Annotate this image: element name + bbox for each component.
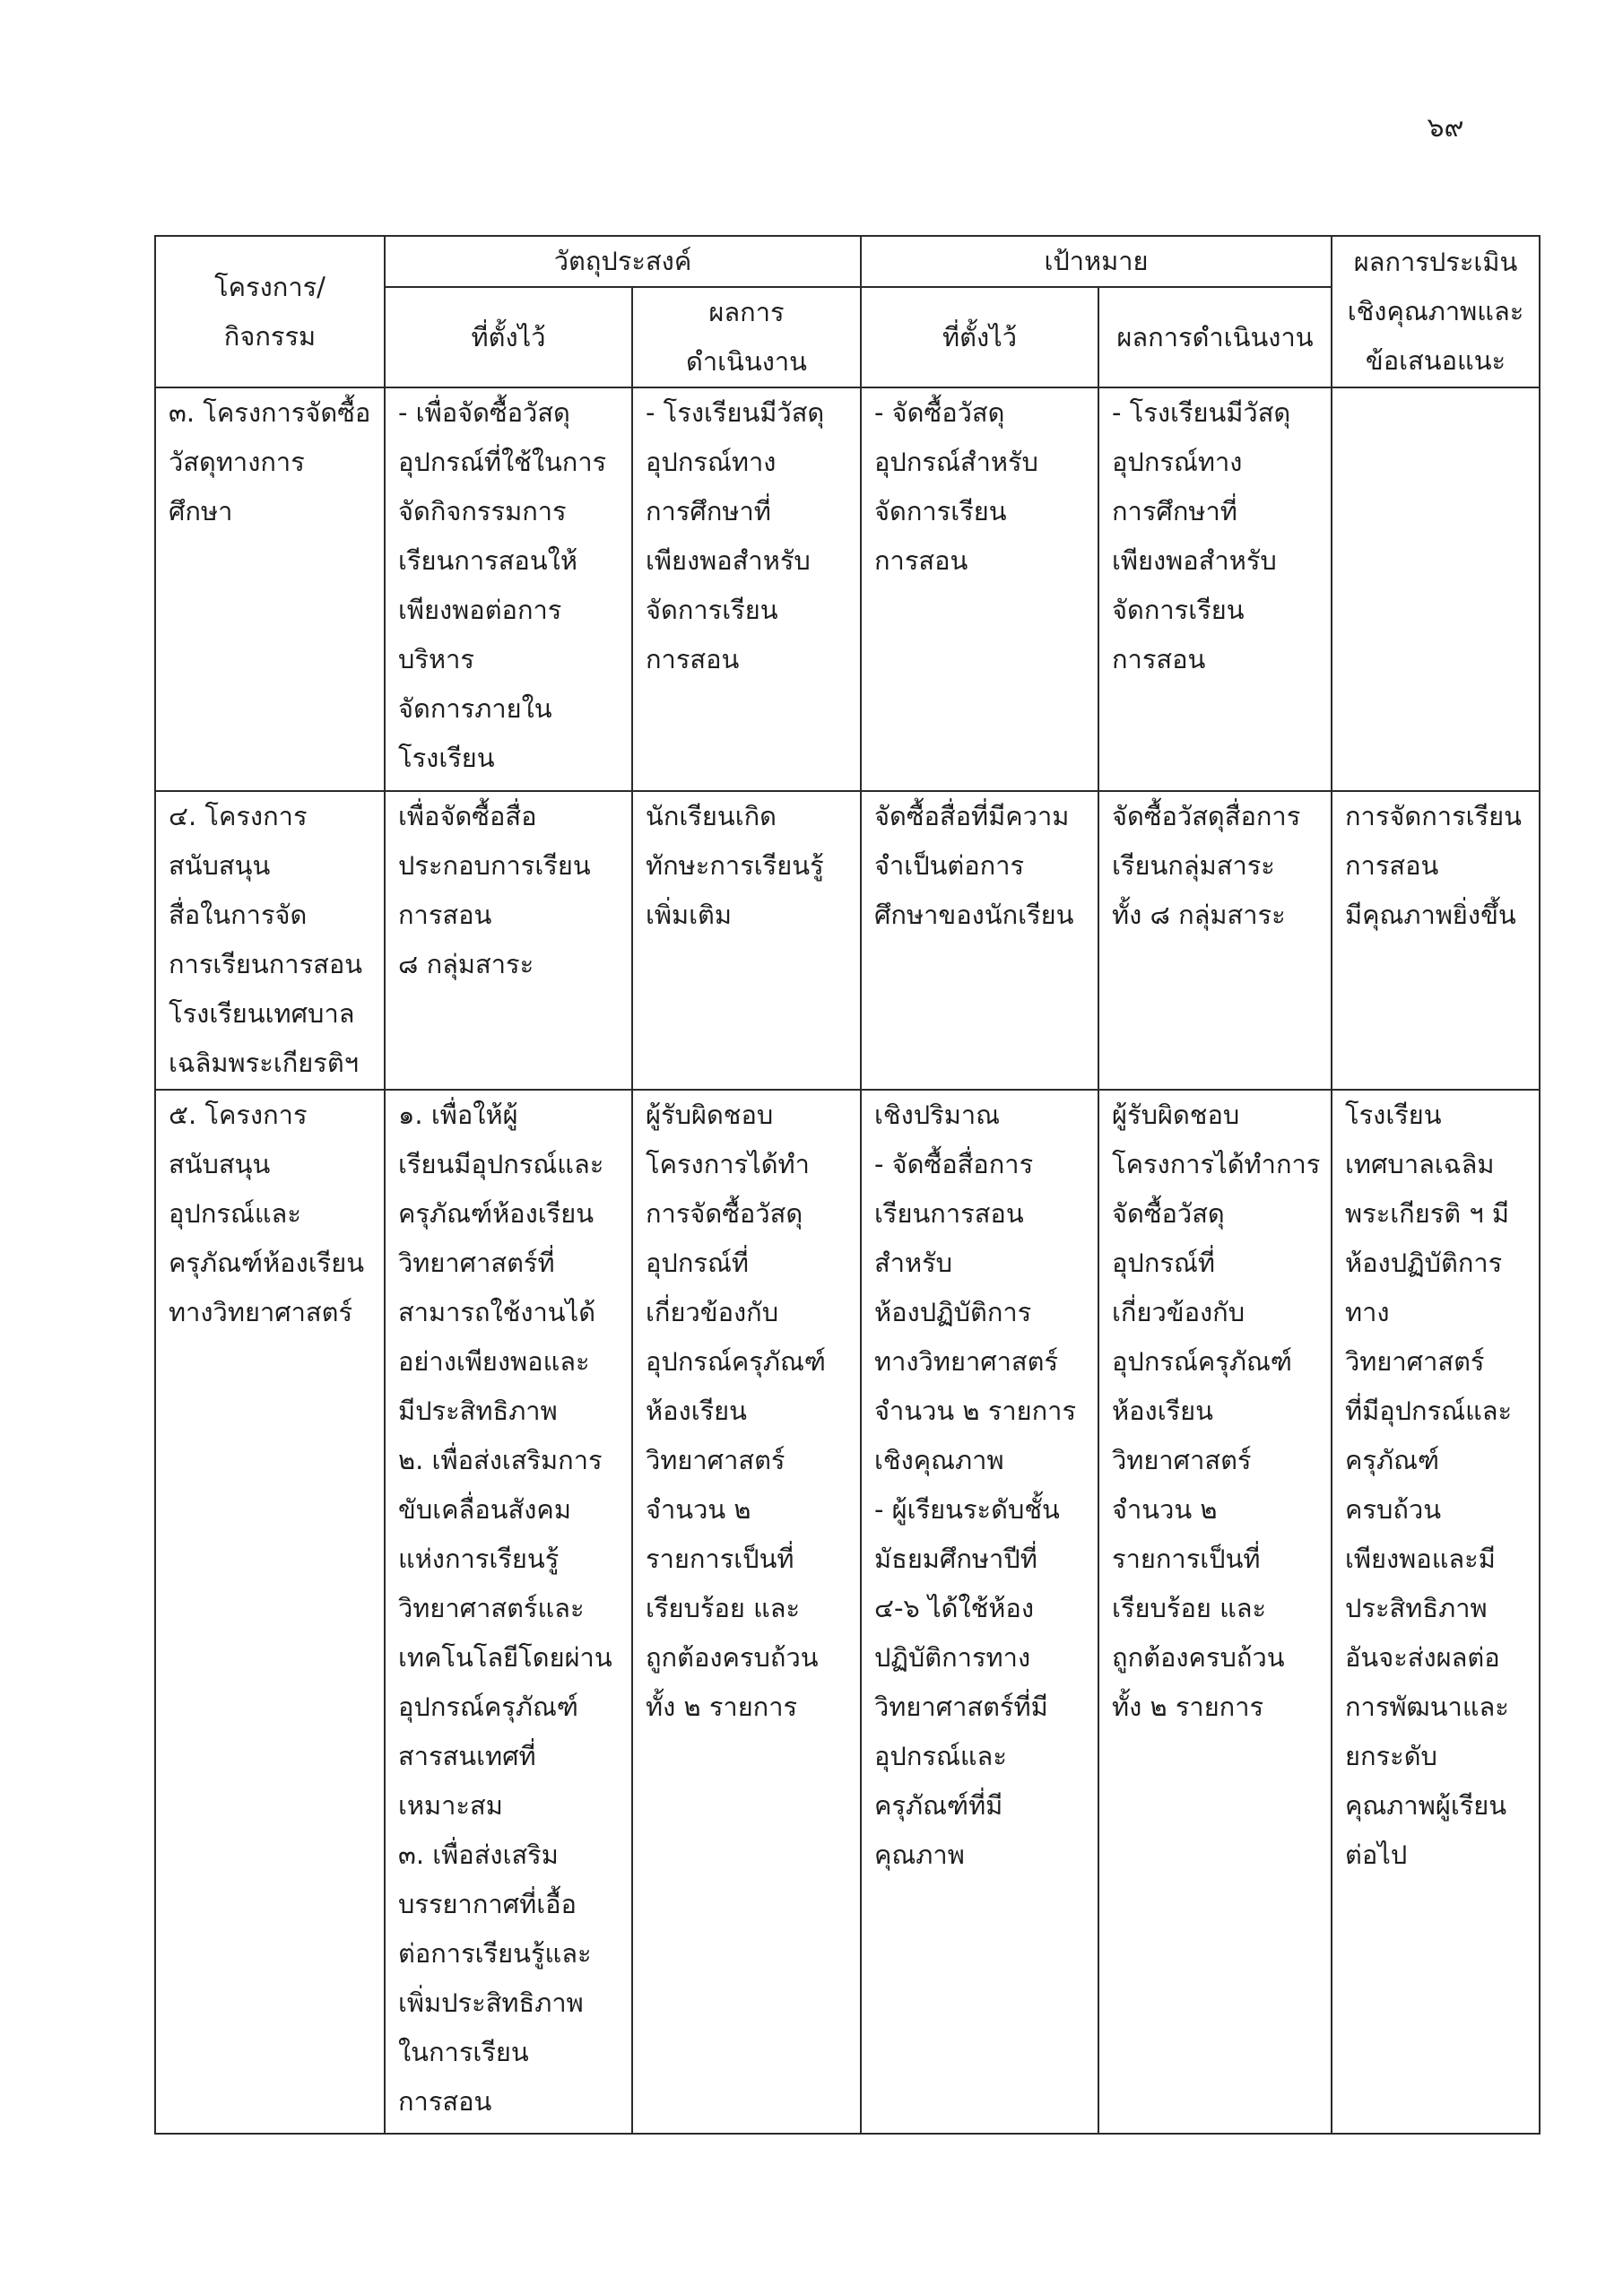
header-target-result: ผลการดำเนินงาน (1098, 287, 1332, 387)
cell-text-line: อุปกรณ์ที่ (646, 1248, 749, 1278)
cell-text-line: อุปกรณ์ที่ (1112, 1248, 1215, 1278)
cell-objective-result (632, 1090, 861, 2134)
cell-text-line: กิจกรรม (223, 320, 317, 352)
cell-text-line: เชิงคุณภาพและ (1347, 296, 1524, 326)
cell-text-line: เหมาะสม (398, 1790, 503, 1821)
cell-text-line: - เพื่อจัดซื้อวัสดุ (398, 397, 570, 428)
cell-text-line: เพิ่มประสิทธิภาพ (398, 1987, 584, 2018)
cell-target-result (1098, 1090, 1332, 2134)
cell-text-line: - จัดซื้อสื่อการ (874, 1149, 1034, 1179)
cell-evaluation (1332, 1090, 1540, 2134)
cell-text-line: ผลการประเมิน (1353, 247, 1518, 277)
cell-text-line: ห้องเรียน (1112, 1396, 1213, 1426)
cell-text-line: บรรยากาศที่เอื้อ (398, 1889, 577, 1919)
cell-text-line: มัธยมศึกษาปีที่ (874, 1544, 1037, 1574)
cell-objective-set (385, 791, 632, 1090)
cell-text-line: วิทยาศาสตร์และ (398, 1593, 585, 1623)
cell-text-line: เพิ่มเติม (646, 900, 733, 930)
cell-text-line: โครงการได้ทำการ (1112, 1149, 1321, 1179)
cell-target-result (1098, 791, 1332, 1090)
cell-text-line: การพัฒนาและ (1345, 1692, 1509, 1722)
cell-text-line: วิทยาศาสตร์ที่มี (874, 1692, 1048, 1722)
cell-text-line: อุปกรณ์และ (169, 1198, 301, 1229)
cell-text-line: สำหรับ (874, 1248, 953, 1278)
cell-text-line: - โรงเรียนมีวัสดุ (1112, 397, 1291, 428)
cell-text-line: โรงเรียนเทศบาล (169, 998, 355, 1029)
cell-text-line: จัดซื้อวัสดุสื่อการ (1112, 801, 1301, 831)
cell-text-line: ถูกต้องครบถ้วน (1112, 1642, 1285, 1673)
cell-text-line: เรียนกลุ่มสาระ (1112, 850, 1275, 881)
page-number: ๖๙ (1427, 112, 1464, 144)
cell-text-line: จำนวน ๒ (646, 1494, 751, 1525)
cell-text-line: เพียงพอสำหรับ (1112, 545, 1277, 576)
cell-text-line: ถูกต้องครบถ้วน (646, 1642, 819, 1673)
cell-project (155, 791, 385, 1090)
cell-text-line: อุปกรณ์และ (874, 1741, 1007, 1771)
cell-text-line: พระเกียรติ ฯ มี (1345, 1198, 1509, 1229)
cell-text-line: การศึกษาที่ (646, 496, 771, 526)
cell-text-line: การสอน (398, 900, 492, 930)
cell-text-line: เพื่อจัดซื้อสื่อ (398, 801, 537, 831)
cell-text-line: อุปกรณ์ครุภัณฑ์ (398, 1692, 578, 1722)
cell-project (155, 1090, 385, 2134)
cell-text-line: อุปกรณ์ทาง (646, 447, 777, 477)
table-row (155, 387, 1540, 791)
cell-text-line: อันจะส่งผลต่อ (1345, 1642, 1500, 1673)
header-row-1 (155, 236, 1540, 287)
cell-text-line: การสอน (1345, 850, 1439, 881)
cell-text-line: เรียนมีอุปกรณ์และ (398, 1149, 604, 1179)
cell-text-line: ประสิทธิภาพ (1345, 1593, 1488, 1623)
cell-text-line: วัสดุทางการ (169, 447, 305, 477)
cell-text-line: ครุภัณฑ์ห้องเรียน (398, 1198, 595, 1229)
cell-text-line: สนับสนุน (169, 1149, 271, 1179)
cell-text-line: โครงการได้ทำ (646, 1149, 810, 1179)
cell-text-line: ครุภัณฑ์ (1345, 1445, 1440, 1475)
cell-text-line: ๒. เพื่อส่งเสริมการ (398, 1445, 603, 1475)
cell-text-line: วิทยาศาสตร์ (1345, 1346, 1485, 1377)
cell-objective-result (632, 791, 861, 1090)
cell-text-line: จำนวน ๒ (1112, 1494, 1218, 1525)
cell-text-line: ๔. โครงการ (169, 801, 308, 831)
cell-text-line: เชิงปริมาณ (874, 1100, 1001, 1130)
cell-objective-result (632, 387, 861, 791)
cell-text-line: เพียงพอสำหรับ (646, 545, 811, 576)
cell-text-line: รายการเป็นที่ (1112, 1544, 1261, 1574)
cell-text-line: สามารถใช้งานได้ (398, 1297, 596, 1327)
cell-text-line: อุปกรณ์ครุภัณฑ์ (646, 1346, 826, 1377)
cell-target-set (861, 791, 1098, 1090)
cell-text-line: เกี่ยวข้องกับ (646, 1297, 779, 1327)
header-target-set: ที่ตั้งไว้ (861, 287, 1098, 387)
cell-target-set (861, 387, 1098, 791)
cell-text-line: - จัดซื้อวัสดุ (874, 397, 1005, 428)
cell-text-line: เทศบาลเฉลิม (1345, 1149, 1495, 1179)
cell-text-line: ทั้ง ๒ รายการ (646, 1692, 798, 1722)
cell-text-line: มีประสิทธิภาพ (398, 1396, 558, 1426)
cell-text-line: ดำเนินงาน (686, 346, 807, 377)
cell-text-line: ๓. เพื่อส่งเสริม (398, 1839, 559, 1870)
cell-text-line: ต่อการเรียนรู้และ (398, 1938, 592, 1969)
cell-text-line: ผู้รับผิดชอบ (646, 1100, 774, 1130)
cell-text-line: รายการเป็นที่ (646, 1544, 794, 1574)
cell-text-line: โรงเรียน (1345, 1100, 1442, 1130)
cell-text-line: จัดการเรียน (874, 496, 1007, 526)
header-project (155, 236, 385, 387)
cell-text-line: ทั้ง ๒ รายการ (1112, 1692, 1264, 1722)
cell-text-line: อุปกรณ์ที่ใช้ในการ (398, 447, 607, 477)
cell-text-line: ทางวิทยาศาสตร์ (169, 1297, 353, 1327)
header-objective-set: ที่ตั้งไว้ (385, 287, 632, 387)
cell-text-line: โรงเรียน (398, 743, 495, 773)
cell-text-line: ข้อเสนอแนะ (1365, 345, 1506, 376)
table-row (155, 1090, 1540, 2134)
cell-text-line: ครบถ้วน (1345, 1494, 1442, 1525)
cell-objective-set (385, 387, 632, 791)
cell-target-result (1098, 387, 1332, 791)
cell-text-line: การเรียนการสอน (169, 949, 363, 979)
header-evaluation (1332, 236, 1540, 387)
cell-text-line: เรียบร้อย และ (1112, 1593, 1267, 1623)
cell-text-line: การสอน (398, 2086, 492, 2117)
cell-text-line: ปฏิบัติการทาง (874, 1642, 1031, 1673)
cell-text-line: ที่มีอุปกรณ์และ (1345, 1396, 1513, 1426)
cell-text-line: เกี่ยวข้องกับ (1112, 1297, 1245, 1327)
cell-evaluation (1332, 387, 1540, 791)
cell-text-line: จัดซื้อวัสดุ (1112, 1198, 1225, 1229)
cell-text-line: การจัดการเรียน (1345, 801, 1522, 831)
cell-text-line: ทางวิทยาศาสตร์ (874, 1346, 1059, 1377)
cell-text-line: โครงการ/ (214, 271, 325, 302)
cell-text-line: การศึกษาที่ (1112, 496, 1237, 526)
cell-target-set (861, 1090, 1098, 2134)
cell-text-line: วิทยาศาสตร์ที่ (398, 1248, 555, 1278)
cell-text-line: นักเรียนเกิด (646, 801, 777, 831)
cell-text-line: เรียนการสอนให้ (398, 545, 577, 576)
cell-text-line: ๘ กลุ่มสาระ (398, 949, 534, 979)
cell-text-line: จัดการภายใน (398, 693, 552, 724)
cell-text-line: ยกระดับ (1345, 1741, 1437, 1771)
cell-text-line: ห้องปฏิบัติการ (874, 1297, 1032, 1327)
cell-text-line: การสอน (1112, 644, 1206, 674)
cell-text-line: อุปกรณ์สำหรับ (874, 447, 1038, 477)
cell-text-line: คุณภาพ (874, 1839, 965, 1870)
cell-text-line: เทคโนโลยีโดยผ่าน (398, 1642, 612, 1673)
cell-text-line: ศึกษา (169, 496, 233, 526)
evaluation-table (154, 235, 1541, 2135)
cell-text-line: จัดซื้อสื่อที่มีความ (874, 801, 1070, 831)
cell-text-line: เชิงคุณภาพ (874, 1445, 1004, 1475)
cell-text-line: จัดการเรียน (1112, 595, 1245, 625)
cell-text-line: เรียนการสอน (874, 1198, 1024, 1229)
cell-text-line: ห้องปฏิบัติการ (1345, 1248, 1503, 1278)
cell-text-line: ๕. โครงการ (169, 1100, 308, 1130)
header-target: เป้าหมาย (861, 236, 1332, 287)
cell-evaluation (1332, 791, 1540, 1090)
cell-text-line: วิทยาศาสตร์ (1112, 1445, 1252, 1475)
cell-text-line: อุปกรณ์ครุภัณฑ์ (1112, 1346, 1292, 1377)
cell-text-line: การจัดซื้อวัสดุ (646, 1198, 803, 1229)
cell-text-line: - ผู้เรียนระดับชั้น (874, 1494, 1060, 1525)
cell-text-line: เพียงพอและมี (1345, 1544, 1496, 1574)
table-row (155, 791, 1540, 1090)
cell-text-line: ครุภัณฑ์ห้องเรียน (169, 1248, 365, 1278)
cell-text-line: บริหาร (398, 644, 474, 674)
cell-text-line: ๑. เพื่อให้ผู้ (398, 1100, 518, 1130)
cell-text-line: วิทยาศาสตร์ (646, 1445, 785, 1475)
cell-text-line: อุปกรณ์ทาง (1112, 447, 1243, 477)
cell-text-line: ศึกษาของนักเรียน (874, 900, 1074, 930)
cell-text-line: ในการเรียน (398, 2037, 529, 2067)
header-objective: วัตถุประสงค์ (385, 236, 861, 287)
cell-text-line: ๔-๖ ได้ใช้ห้อง (874, 1593, 1034, 1623)
cell-text-line: เพียงพอต่อการ (398, 595, 562, 625)
cell-text-line: ประกอบการเรียน (398, 850, 591, 881)
cell-text-line: ห้องเรียน (646, 1396, 747, 1426)
cell-text-line: จัดการเรียน (646, 595, 778, 625)
cell-project (155, 387, 385, 791)
cell-text-line: - โรงเรียนมีวัสดุ (646, 397, 825, 428)
cell-text-line: อย่างเพียงพอและ (398, 1346, 590, 1377)
cell-text-line: ต่อไป (1345, 1839, 1408, 1870)
cell-text-line: แห่งการเรียนรู้ (398, 1544, 560, 1574)
cell-text-line: ขับเคลื่อนสังคม (398, 1494, 571, 1525)
cell-text-line: ผู้รับผิดชอบ (1112, 1100, 1240, 1130)
cell-text-line: จำเป็นต่อการ (874, 850, 1025, 881)
cell-text-line: ทาง (1345, 1297, 1390, 1327)
cell-text-line: สนับสนุน (169, 850, 271, 881)
cell-text-line: ครุภัณฑ์ที่มี (874, 1790, 1003, 1821)
cell-text-line: มีคุณภาพยิ่งขึ้น (1345, 900, 1516, 930)
cell-text-line: ทั้ง ๘ กลุ่มสาระ (1112, 900, 1286, 930)
cell-text-line: สื่อในการจัด (169, 900, 308, 930)
cell-text-line: การสอน (646, 644, 740, 674)
cell-text-line: คุณภาพผู้เรียน (1345, 1790, 1507, 1821)
cell-text-line: ๓. โครงการจัดซื้อ (169, 397, 371, 428)
header-objective-result (632, 287, 861, 387)
cell-text-line: เรียบร้อย และ (646, 1593, 801, 1623)
cell-objective-set (385, 1090, 632, 2134)
cell-text-line: จำนวน ๒ รายการ (874, 1396, 1077, 1426)
cell-text-line: จัดกิจกรรมการ (398, 496, 567, 526)
cell-text-line: การสอน (874, 545, 968, 576)
cell-text-line: สารสนเทศที่ (398, 1741, 536, 1771)
cell-text-line: เฉลิมพระเกียรติฯ (169, 1048, 359, 1078)
cell-text-line: ทักษะการเรียนรู้ (646, 850, 824, 881)
cell-text-line: ผลการ (708, 297, 785, 327)
